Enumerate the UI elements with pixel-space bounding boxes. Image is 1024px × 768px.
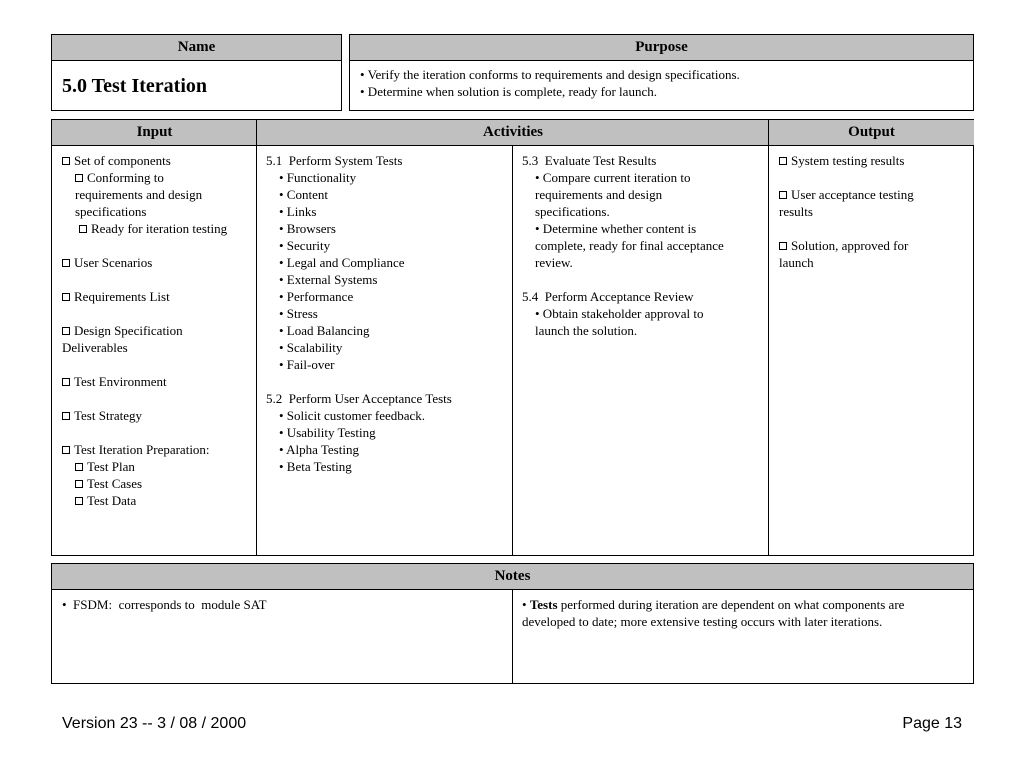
note-text: • FSDM: corresponds to module SAT: [62, 597, 267, 612]
activity-heading: 5.1 Perform System Tests: [266, 153, 403, 168]
activity-item: • Scalability: [279, 340, 343, 355]
activity-item: • Obtain stakeholder approval to: [535, 306, 704, 321]
activity-item: • Functionality: [279, 170, 357, 185]
activity-item: • Performance: [279, 289, 354, 304]
column-divider: [512, 590, 513, 683]
activity-item: • Security: [279, 238, 331, 253]
activity-item: specifications.: [535, 204, 610, 219]
input-item: Set of components: [62, 152, 252, 169]
checkbox-icon: [779, 191, 787, 199]
spacer: [62, 237, 252, 254]
main-table: [51, 119, 974, 556]
input-item: requirements and design: [75, 187, 203, 202]
input-item: Conforming to: [62, 169, 252, 186]
spacer: [266, 373, 506, 390]
activity-item: • Determine whether content is: [535, 221, 697, 236]
column-divider: [256, 120, 257, 555]
purpose-item: • Verify the iteration conforms to requirements and design specifications.: [360, 67, 740, 82]
spacer: [779, 220, 969, 237]
notes-header: Notes: [52, 564, 973, 590]
notes-box: [51, 563, 974, 684]
input-item: Test Cases: [62, 475, 252, 492]
activity-item: • Fail-over: [279, 357, 335, 372]
activities-header: Activities: [257, 120, 769, 146]
input-item: Test Data: [62, 492, 252, 509]
spacer: [62, 271, 252, 288]
input-item: Test Strategy: [62, 407, 252, 424]
input-item: Test Iteration Preparation:: [62, 441, 252, 458]
activity-item: • Usability Testing: [279, 425, 376, 440]
checkbox-icon: [62, 293, 70, 301]
activities-right-column: [522, 152, 762, 339]
purpose-item: • Determine when solution is complete, ready for launch.: [360, 84, 657, 99]
activity-item: complete, ready for final acceptance: [535, 238, 724, 253]
purpose-header: Purpose: [350, 35, 973, 61]
input-item: Test Plan: [62, 458, 252, 475]
activity-item: • External Systems: [279, 272, 378, 287]
activity-item: • Beta Testing: [279, 459, 352, 474]
output-item: User acceptance testing: [779, 186, 969, 203]
checkbox-icon: [62, 259, 70, 267]
input-item: Design Specification: [62, 322, 252, 339]
activity-item: • Browsers: [279, 221, 336, 236]
footer-version: Version 23 -- 3 / 08 / 2000: [62, 715, 247, 732]
spacer: [62, 305, 252, 322]
column-divider: [768, 120, 769, 555]
activity-item: • Alpha Testing: [279, 442, 359, 457]
notes-right: [522, 596, 967, 630]
note-text: developed to date; more extensive testing occurs with later iterations.: [522, 614, 883, 629]
spacer: [779, 169, 969, 186]
checkbox-icon: [62, 327, 70, 335]
input-column: [62, 152, 252, 509]
spacer: [62, 424, 252, 441]
checkbox-icon: [75, 497, 83, 505]
checkbox-icon: [79, 225, 87, 233]
purpose-box: [349, 34, 974, 111]
activity-item: • Solicit customer feedback.: [279, 408, 426, 423]
activity-heading: 5.3 Evaluate Test Results: [522, 153, 657, 168]
output-item: results: [779, 204, 813, 219]
activity-item: • Content: [279, 187, 328, 202]
activity-item: • Load Balancing: [279, 323, 370, 338]
input-item: User Scenarios: [62, 254, 252, 271]
name-box: [51, 34, 342, 111]
activity-item: • Compare current iteration to: [535, 170, 691, 185]
output-header: Output: [769, 120, 974, 146]
output-item: Solution, approved for: [779, 237, 969, 254]
notes-left: [62, 596, 502, 613]
checkbox-icon: [62, 157, 70, 165]
activity-item: • Legal and Compliance: [279, 255, 405, 270]
activity-heading: 5.2 Perform User Acceptance Tests: [266, 391, 452, 406]
input-item: Deliverables: [62, 340, 128, 355]
checkbox-icon: [62, 378, 70, 386]
activity-item: requirements and design: [535, 187, 663, 202]
output-item: launch: [779, 255, 814, 270]
checkbox-icon: [779, 157, 787, 165]
purpose-list: [360, 66, 960, 100]
name-header: Name: [52, 35, 341, 61]
activity-item: review.: [535, 255, 573, 270]
checkbox-icon: [62, 446, 70, 454]
footer-page-number: Page 13: [902, 715, 962, 732]
input-item: specifications: [75, 204, 147, 219]
input-header: Input: [52, 120, 257, 146]
input-item: Ready for iteration testing: [62, 220, 252, 237]
page-title: 5.0 Test Iteration: [62, 75, 207, 97]
input-item: Requirements List: [62, 288, 252, 305]
input-item: Test Environment: [62, 373, 252, 390]
activity-heading: 5.4 Perform Acceptance Review: [522, 289, 694, 304]
spacer: [522, 271, 762, 288]
output-column: [779, 152, 969, 271]
note-bold: Tests: [529, 597, 558, 612]
column-divider: [512, 146, 513, 555]
checkbox-icon: [75, 480, 83, 488]
spacer: [62, 356, 252, 373]
note-text: • Tests performed during iteration are dependent on what components are: [522, 597, 905, 612]
activity-item: launch the solution.: [535, 323, 638, 338]
output-item: System testing results: [779, 152, 969, 169]
checkbox-icon: [75, 463, 83, 471]
checkbox-icon: [62, 412, 70, 420]
activity-item: • Stress: [279, 306, 318, 321]
activity-item: • Links: [279, 204, 317, 219]
activities-left-column: [266, 152, 506, 475]
checkbox-icon: [75, 174, 83, 182]
spacer: [62, 390, 252, 407]
checkbox-icon: [779, 242, 787, 250]
